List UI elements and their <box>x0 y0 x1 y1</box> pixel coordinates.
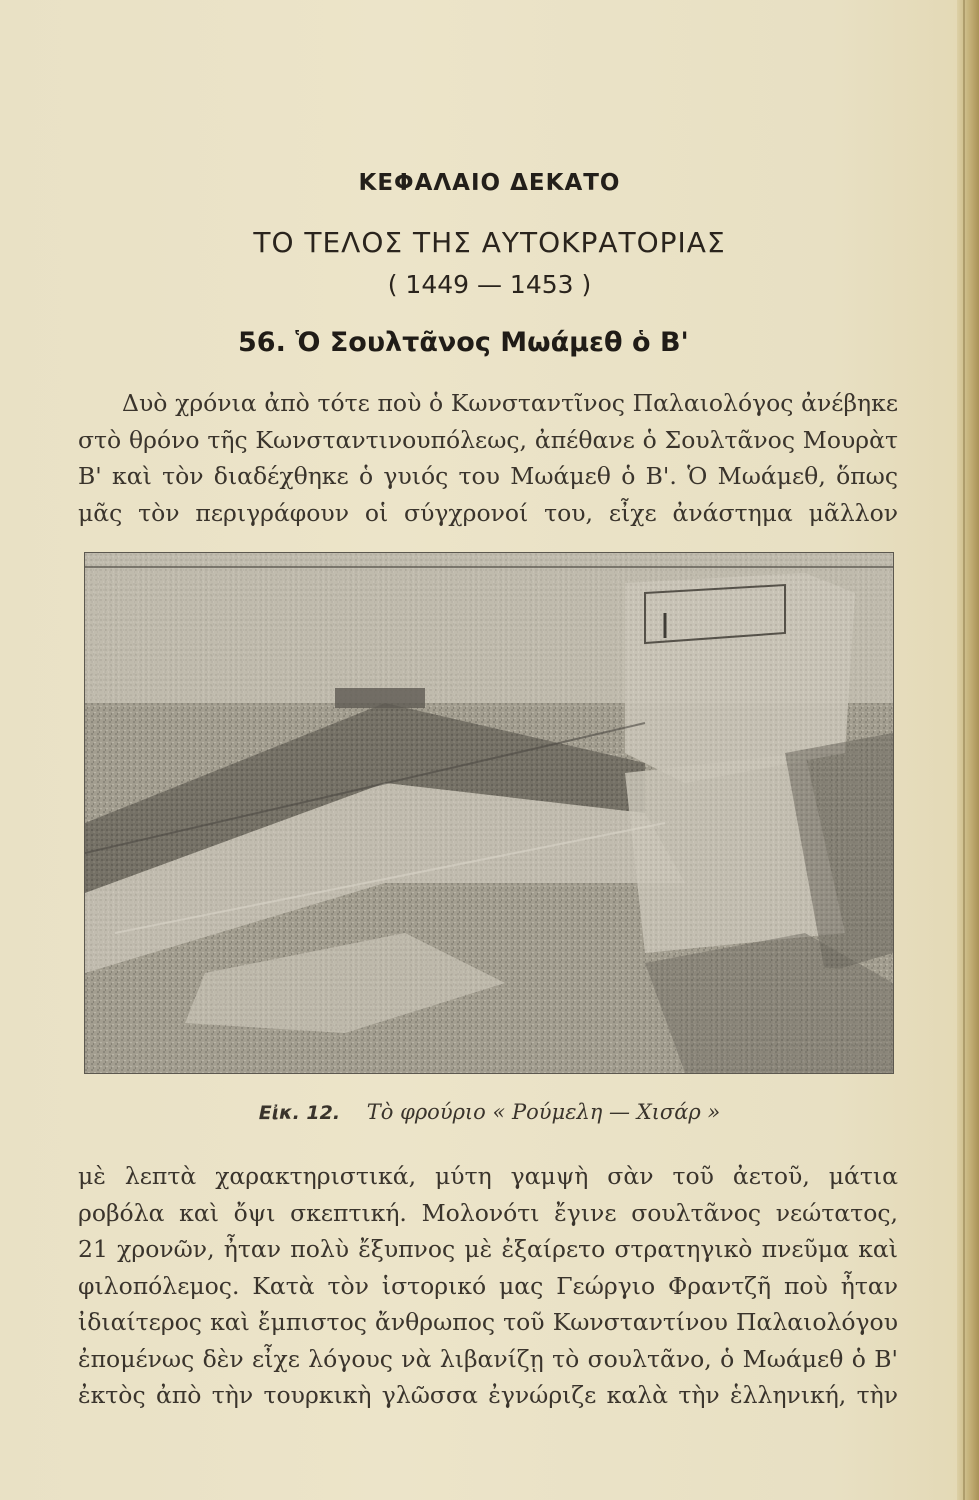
figure-number: Εἰκ. 12. <box>258 1102 341 1124</box>
page-edge-shadow <box>963 0 965 1500</box>
text-line: στὸ θρόνο τῆς Κωνσταντινουπόλεως, ἀπέθανε ὁ Σουλτᾶνος Μουρὰτ <box>78 425 898 454</box>
fortress-photo-illustration <box>85 553 893 1073</box>
text-line: φιλοπόλεμος. Κατὰ τὸν ἱστορικό μας Γεώργιο Φραντζῆ ποὺ ἦταν <box>78 1271 898 1300</box>
text-line: 21 χρονῶν, ἦταν πολὺ ἔξυπνος μὲ ἐξαίρετο στρατηγικὸ πνεῦμα καὶ <box>78 1235 898 1263</box>
fortress-photo <box>84 552 894 1074</box>
text-line: μὲ λεπτὰ χαρακτηριστικά, μύτη γαμψὴ σὰν τοῦ ἀετοῦ, μάτια <box>78 1162 898 1190</box>
text-line: ροβόλα καὶ ὄψι σκεπτική. Μολονότι ἔγινε σουλτᾶνος νεώτατος, <box>78 1198 898 1227</box>
chapter-label: ΚΕΦΑΛΑΙΟ ΔΕΚΑΤΟ <box>358 170 621 196</box>
chapter-title: ΤΟ ΤΕΛΟΣ ΤΗΣ ΑΥΤΟΚΡΑΤΟΡΙΑΣ <box>253 226 726 259</box>
section-heading: 56. Ὁ Σουλτᾶνος Μωάμεθ ὁ Β' <box>238 327 689 358</box>
figure-caption <box>0 1100 979 1124</box>
paragraph-2 <box>78 1158 898 1414</box>
paragraph-1 <box>78 385 898 531</box>
text-line: μᾶς τὸν περιγράφουν οἱ σύγχρονοί του, εἶχε ἀνάστημα μᾶλλον <box>78 498 898 527</box>
figure-caption-text: Τὸ φρούριο « Ρούμελη — Χισάρ » <box>366 1100 721 1124</box>
book-page-edge <box>957 0 979 1500</box>
text-line: Β' καὶ τὸν διαδέχθηκε ὁ γυιός του Μωάμεθ ὁ Β'. Ὁ Μωάμεθ, ὅπως <box>78 462 898 490</box>
text-line: ἐπομένως δὲν εἶχε λόγους νὰ λιβανίζῃ τὸ σουλτᾶνο, ὁ Μωάμεθ ὁ Β' <box>78 1344 898 1373</box>
text-line: Δυὸ χρόνια ἀπὸ τότε ποὺ ὁ Κωνσταντῖνος Παλαιολόγος ἀνέβηκε <box>122 389 898 417</box>
chapter-dates: ( 1449 — 1453 ) <box>387 270 592 299</box>
text-line: ἰδιαίτερος καὶ ἔμπιστος ἄνθρωπος τοῦ Κωνσταντίνου Παλαιολόγου <box>78 1308 898 1336</box>
text-line: ἐκτὸς ἀπὸ τὴν τουρκικὴ γλῶσσα ἐγνώριζε καλὰ τὴν ἑλληνική, τὴν <box>78 1381 898 1409</box>
